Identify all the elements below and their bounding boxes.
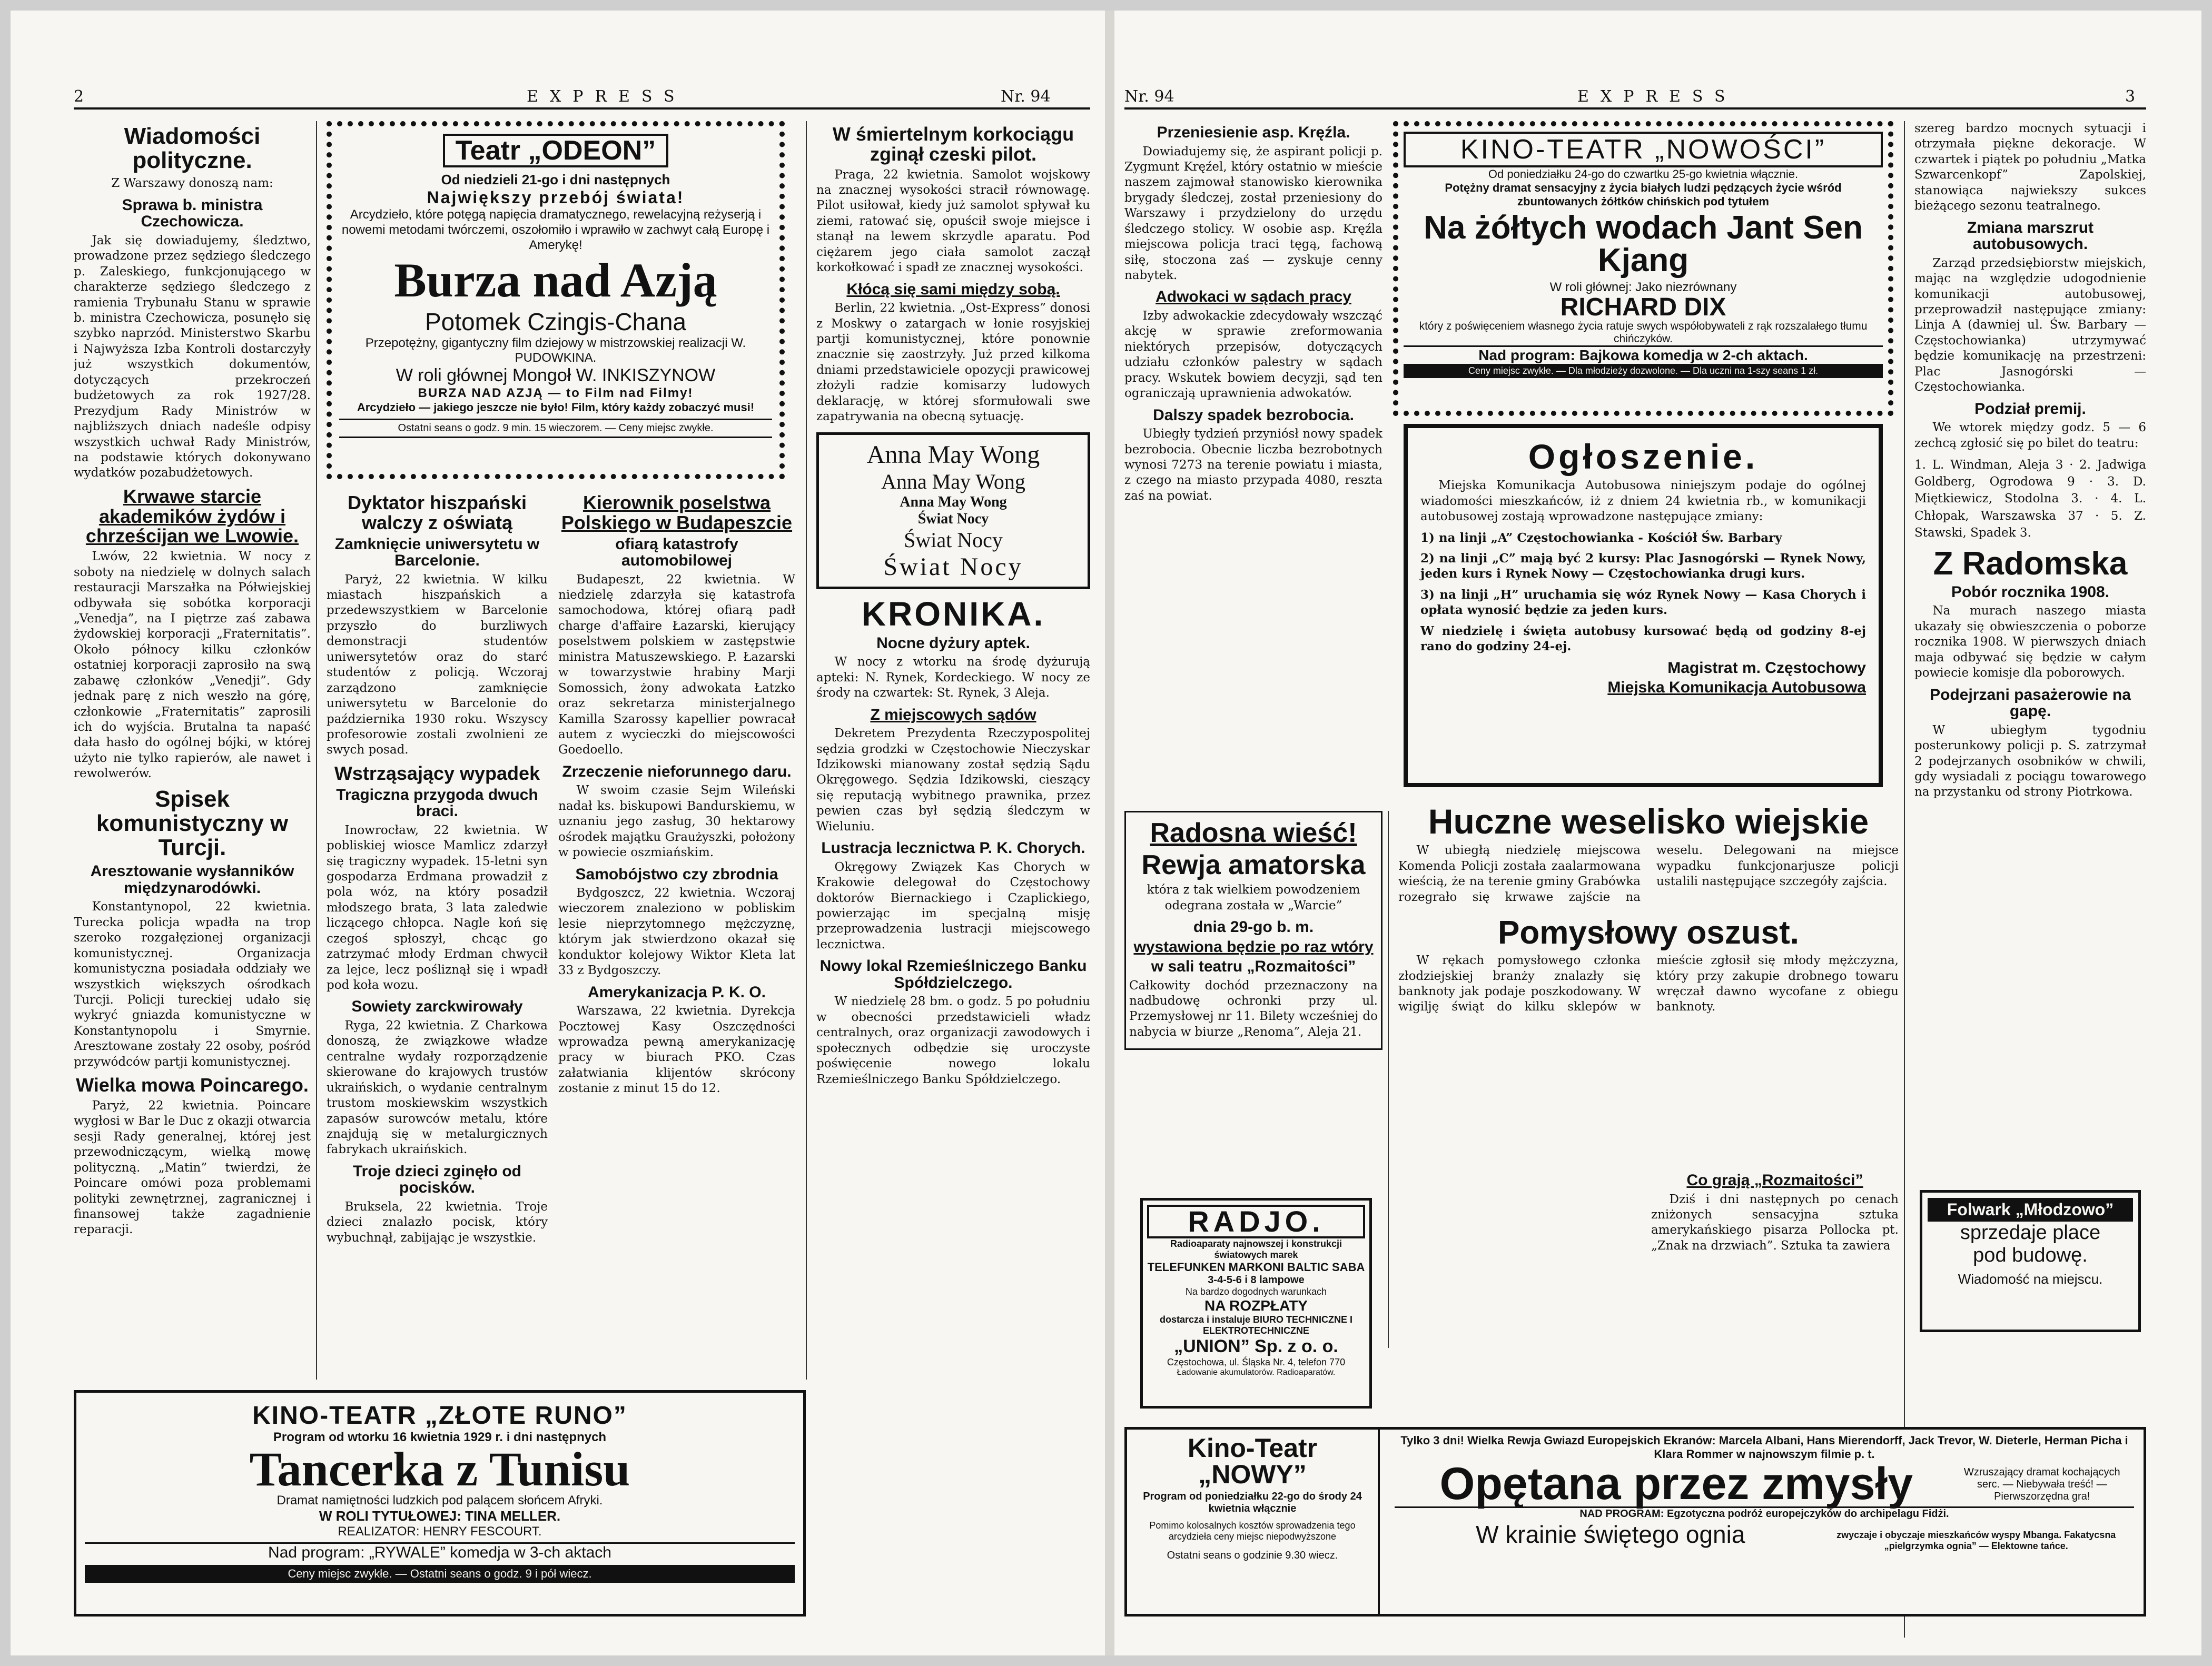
notice-item: 3) na linji „H” uruchamia się wóz Rynek Nowy — Kasa Chorych i opłata wynosić będzie za jeden kurs. <box>1420 587 1866 618</box>
ad-film: Świat Nocy <box>883 552 1023 581</box>
ad-headline: Radosna wieść! <box>1150 818 1357 848</box>
ad-description: który z poświęceniem własnego życia ratuje swych współobywateli z rąk rozszalałego tłumu chińczyków. <box>1419 320 1868 345</box>
film-subtitle: Potomek Czingis-Chana <box>424 308 686 336</box>
article-body: Budapeszt, 22 kwietnia. W niedzielę zdarzyła się katastrofa samochodowa, której ofiarą padł charge d'affaire Łazarski, kierujący poselstwem polskiem w zastępstwie ministra Matuszewskiego. P. Łazarski w towarzystwie hrabiny Marji Somossich, żony adwokata Łatzko oraz sekretarza ministerjalnego Kamilla Szarossy kapellier powracał autem z wycieczki do miejscowości Goedoello. <box>558 572 795 757</box>
film-title: Burza nad Azją <box>394 253 717 308</box>
page-3 <box>1124 11 2146 1655</box>
article-body: W niedzielę 28 bm. o godz. 5 po południu w obecności przedstawicieli władz centralnych, oraz organizacji zawodowych i społecznych odbędzie się uroczyste poświęcenie nowego lokalu Rzemieślniczego Banku Spółdzielczego. <box>816 995 1090 1086</box>
article-body: W rękach pomysłowego członka złodziejskiej branży znalazły się banknoty jak podaje poszkodowany. W wigilję świąt do kilku sklepów w mieście zgłosił się młody mężczyzna, który przy zakupie drobnego towaru wręczał dawno wycofane z obiegu banknoty. <box>1398 954 1899 1014</box>
column-1 <box>74 121 311 1385</box>
article-body: Dowiadujemy się, że aspirant policji p. Zygmunt Kręźel, który ostatnio w mieście naszem zajmował stanowisko kierownika brygady śledczej, został przeniesiony do Warszawy i przydzielony do urzędu śledczego stolicy. W osobie asp. Kręźla miejscowa policja traci tęgą, fachową siłę, stoczona zaś — zyskuje cenny nabytek. <box>1124 144 1382 282</box>
ad-line: Na bardzo dogodnych warunkach <box>1185 1286 1327 1297</box>
article-title: Nowy lokal Rzemieślniczego Banku Spółdzielczego. <box>819 957 1087 991</box>
ad-program: Nad program: Bajkowa komedja w 2-ch aktach. <box>1404 345 1883 364</box>
ad-star: Anna May Wong <box>900 493 1007 510</box>
article-subtitle: Aresztowanie wysłanników międzynarodówki. <box>90 862 294 897</box>
article-body: Izby adwokackie zdecydowały wszcząć akcję w sprawie zreformowania niektórych przepisów, dotyczących udziału członków palestry w sądach pracy. Wskutek bowiem decyzji, sąd ten ograniczają uprawnienia adwokatów. <box>1124 309 1382 401</box>
page-header <box>1124 84 2146 110</box>
article-title: Adwokaci w sądach pracy <box>1156 288 1351 306</box>
article-title: Kłócą się sami między sobą. <box>846 280 1060 298</box>
article-body: Ryga, 22 kwietnia. Z Charkowa donoszą, że związkowe władze centralne wydały rozporządzenie skierowane do krajowych trustów ukraińskich, o wydanie centralnym trustom moskiewskim wszystkich zapasów surowców metalu, które znajdują się w metalurgicznych fabrykach ukraińskich. <box>327 1018 548 1157</box>
ad-note: Pomimo kolosalnych kosztów sprowadzenia tego arcydzieła ceny miejsc niepodwyższone <box>1149 1520 1356 1542</box>
notice-signature: Magistrat m. Częstochowy <box>1667 659 1866 677</box>
ad-firm: „UNION” Sp. z o. o. <box>1174 1336 1338 1356</box>
article-title: Wstrząsający wypadek <box>334 762 540 784</box>
ad-program: Nad program: „RYWALE” komedja w 3-ch aktach <box>85 1542 795 1562</box>
article-title: Co grają „Rozmaitości” <box>1686 1172 1863 1189</box>
article-title: Amerykanizacja P. K. O. <box>588 983 766 1001</box>
masthead: EXPRESS <box>527 87 686 106</box>
ad-note: Wzruszający dramat kochających serc. — Niebywała treść! — Pierwszorzędna gra! <box>1963 1466 2120 1502</box>
article-title: Zrzeczenie nieforunnego daru. <box>562 762 792 780</box>
ad-description: Arcydzieło, które potęgą napięcia dramatycznego, rewelacyjną reżyserją i nowemi metodami twórczemi, oszołomiło i wprawiło w zachwyt całą Europę i Amerykę! <box>341 207 770 252</box>
ad-line: NA ROZPŁATY <box>1204 1297 1308 1314</box>
page-number: 2 <box>74 87 84 106</box>
ad-footer: Ceny miejsc zwykłe. — Ostatni seans o godz. 9 i pół wiecz. <box>85 1565 795 1583</box>
article-body: Warszawa, 22 kwietnia. Dyrekcja Pocztowej Kasy Oszczędności wprowadza pewną amerykanizację pracy w biurach PKO. Czas załatwiania klijentów skrócony zostanie z minut 15 do 12. <box>558 1004 795 1096</box>
ad-slogan: Arcydzieło — jakiego jeszcze nie było! Film, który każdy zobaczyć musi! <box>357 401 755 414</box>
article-subtitle: Zamknięcie uniwersytetu w Barcelonie. <box>334 535 540 570</box>
article-body: szereg bardzo mocnych sytuacji i otrzymała piękne dekoracje. W czwartek i piątek po południu „Matka Szwarcenkopf” Zapolskiej, stanowiąca najwiekszy sukces bieżącego sezonu teatralnego. <box>1914 122 2146 213</box>
ad-folwark <box>1920 1190 2141 1332</box>
notice-title: Ogłoszenie. <box>1528 437 1759 476</box>
ad-kino-nowosci <box>1393 121 1893 416</box>
ad-dates: Od niedzieli 21-go i dni następnych <box>441 172 670 187</box>
article-title: Zmiana marszrut autobusowych. <box>1967 219 2094 253</box>
article-body: Na murach naszego miasta ukazały się obwieszczenia o poborze rocznika 1908. W pierwszych dniach maja odbywać się będzie w całym powiecie komisje dla poborowych. <box>1914 604 2146 680</box>
ad-place: w sali teatru „Rozmaitości” <box>1151 958 1356 976</box>
article-title: Samobójstwo czy zbrodnia <box>575 865 778 883</box>
notice-item: 1) na linji „A” Częstochowianka - Kościół Św. Barbary <box>1420 530 1782 545</box>
article-body: Okręgowy Związek Kas Chorych w Krakowie delegował do Częstochowy doktorów Biernackiego i Czaplickiego, powierzając im specjalną misję przeprowadzenia lustracji miejscowego lecznictwa. <box>816 860 1090 951</box>
article-title: Spisek komunistyczny w Turcji. <box>96 786 289 861</box>
article-title: W śmiertelnym korkociągu zginął czeski pilot. <box>832 123 1074 165</box>
ad-director: REALIZATOR: HENRY FESCOURT. <box>338 1524 542 1539</box>
column-2 <box>327 490 548 1385</box>
article-subtitle: Tragiczna przygoda dwuch braci. <box>336 786 538 820</box>
ad-description: która z tak wielkiem powodzeniem odegrana została w „Warcie” <box>1147 883 1360 913</box>
section-title: Z Radomska <box>1933 545 2128 582</box>
article-body: Dekretem Prezydenta Rzeczypospolitej sędzia grodzki w Częstochowie Nieczyskar Idzikowski mianowany został sędzią Sądu Okręgowego. Sędzia Idzikowski, cieszący się reputacją wybitnego prawnika, przez pewien czas był sędzią śledczym w Wieluniu. <box>816 727 1090 834</box>
article-subtitle: ofiarą katastrofy automobilowej <box>615 535 738 570</box>
article-title: Podział premij. <box>1974 400 2086 418</box>
film-title: Tancerka z Tunisu <box>249 1442 630 1496</box>
article-body: Praga, 22 kwietnia. Samolot wojskowy na znacznej wysokości stracił równowagę. Pilot usiłował, kiedy już samolot spływał ku ziemi, ratować się, opuścił swoje miejsce i stanął na lewem skrzydle aparatu. Pod ciężarem jego ciała samolot zaczął korkołkować i spadł ze znacznej wysokości. <box>816 167 1090 275</box>
article-title: Pomysłowy oszust. <box>1498 915 1799 951</box>
ad-tagline: Największy przebój świata! <box>427 188 685 207</box>
article-cograja <box>1651 1169 1899 1343</box>
notice-item: 2) na linji „C” mają być 2 kursy: Plac Jasnogórski — Rynek Nowy, jeden kurs i Rynek Nowy — Częstochowianka drugi kurs. <box>1420 551 1866 581</box>
column-d <box>1914 121 2146 1185</box>
ad-line: Radioaparaty najnowszej i konstrukcji światowych marek <box>1170 1238 1342 1260</box>
article-subtitle: Nocne dyżury aptek. <box>876 634 1030 652</box>
article-body: Dziś i dni następnych po cenach zniżonych sensacyjna sztuka amerykańskiego pisarza Pollocka pt. „Znak na drzwiach”. Sztuka ta zawiera <box>1651 1192 1899 1253</box>
article-huczne <box>1398 800 1899 1127</box>
article-body: We wtorek między godz. 5 — 6 zechcą zgłosić się po bilet do teatru: <box>1914 421 2146 450</box>
ad-line: sprzedaje place <box>1960 1222 2101 1244</box>
article-source: Z Warszawy donoszą nam: <box>111 176 273 191</box>
ad-note: Całkowity dochód przeznaczony na nadbudowę ochronki przy ul. Przemysłowej nr 11. Bilety wcześniej do nabycia w biurze „Renoma”, Aleja 21. <box>1129 978 1378 1039</box>
ad-anna-may-wong <box>816 432 1090 589</box>
cinema-name: Teatr „ODEON” <box>443 134 668 167</box>
ad-dates: Od poniedziałku 24-go do czwartku 25-go kwietnia włącznie. <box>1488 167 1799 181</box>
ad-rewja <box>1124 811 1382 1050</box>
article-body: W nocy z wtorku na środę dyżurują apteki: N. Rynek, Kordeckiego. W nocy ze środy na czwartek: St. Rynek, 3 Aleja. <box>816 655 1090 700</box>
ad-radjo <box>1140 1198 1372 1409</box>
ad-cast: W roli głównej: Jako niezrównany <box>1549 280 1737 294</box>
article-body: Zarząd przedsiębiorstw miejskich, mając na względzie udogodnienie komunikacji autobusowej, przeprowadził następujące zmiany: Linja A (dawniej ul. Św. Barbary — Częstochowianka) utrzymywać będzie komunikację na przestrzeni: Plac Jasnogórski — Częstochowianka. <box>1914 256 2146 394</box>
page-gutter <box>1105 11 1114 1655</box>
page-2 <box>74 11 1090 1655</box>
article-title: Troje dzieci zginęło od pocisków. <box>352 1162 522 1197</box>
article-title: Przeniesienie asp. Kręźla. <box>1157 124 1350 141</box>
cinema-name: Kino-Teatr „NOWY” <box>1187 1433 1318 1489</box>
article-title: Sowiety zarckwirowały <box>351 998 523 1016</box>
ad-film: Świat Nocy <box>904 528 1003 552</box>
ad-line: pod budowę. <box>1973 1244 2088 1266</box>
ad-description: Potężny dramat sensacyjny z życia białych ludzi pędzących życie wśród zbuntowanych żółtków chińskich pod tytułem <box>1445 181 1842 208</box>
page-header <box>74 84 1090 110</box>
ad-star: Anna May Wong <box>881 469 1025 493</box>
ad-second-film: W krainie świętego ognia <box>1476 1521 1745 1548</box>
issue-number: Nr. 94 <box>1001 87 1051 106</box>
ad-dates: Program od wtorku 16 kwietnia 1929 r. i dni następnych <box>273 1430 607 1444</box>
article-body: W swoim czasie Sejm Wileński nadał ks. biskupowi Bandurskiemu, w uznaniu jego zasług, 30 hektarowy ośrodek majątku Graużyszki, położony w powiecie oszmiańskim. <box>558 784 795 860</box>
column-3 <box>558 490 795 1385</box>
ad-date: dnia 29-go b. m. <box>1193 918 1314 936</box>
article-title: Lustracja lecznictwa P. K. Chorych. <box>821 839 1085 857</box>
cinema-name: KINO-TEATR „NOWOŚCI” <box>1404 132 1883 167</box>
column-4 <box>816 121 1090 1617</box>
film-title: Opętana przez zmysły <box>1439 1459 1913 1509</box>
article-title: Dalszy spadek bezrobocia. <box>1153 406 1354 424</box>
article-body: Lwów, 22 kwietnia. W nocy z soboty na niedzielę w dolnych salach restauracji Marszałka na Półwiejskiej odbywała się sobótka korporacji „Venedja”, na I piętrze zaś zabawa żydowskiej korporacji „Fraternitatis”. Około północy kilku członków ostatniej korporacji zaprosiło na swą zabawę członków „Venedji”. Gdy jednak parę z nich weszło na górę, członkowie „Fraternitatis” zaprosili ich do wyjścia. Brutalna ta napaść dała hasło do ogólnej bójki, w której użyto nie tylko rapierów, ale nawet i rewolwerów. <box>74 550 311 781</box>
page-number: 3 <box>2125 87 2136 106</box>
article-title: Kierownik poselstwa Polskiego w Budapeszcie <box>561 492 793 533</box>
ad-footer: Ostatni seans o godz. 9 min. 15 wieczorem. — Ceny miejsc zwykłe. <box>339 419 772 438</box>
ad-line: dostarcza i instaluje BIURO TECHNICZNE I ELEKTROTECHNICZNE <box>1159 1314 1353 1336</box>
ad-title: RADJO. <box>1147 1205 1365 1238</box>
ad-cast: W ROLI TYTUŁOWEJ: TINA MELLER. <box>319 1508 561 1524</box>
ad-line: wystawiona będzie po raz wtóry <box>1133 938 1374 956</box>
article-body: Konstantynopol, 22 kwietnia. Turecka policja wpadła na trop szeroko rozgałęzionej organizacji komunistycznej. Organizacja komunistyczna posiadała oddziały we wszystkich większych ośrodkach Turcji. Policji tureckiej udało się wykryć gniazda komunistyczne w Konstantynopolu i Smyrnie. Aresztowane zostały 22 osoby, pośród przywódców partji komunistycznej. <box>74 900 311 1069</box>
article-body: Bruksela, 22 kwietnia. Troje dzieci znalazło pocisk, który wybuchnął, zabijając je wszystkie. <box>327 1199 548 1245</box>
ad-brands: TELEFUNKEN MARKONI BALTIC SABA <box>1147 1261 1365 1274</box>
newspaper-spread <box>11 11 2201 1655</box>
article-subtitle: Pobór rocznika 1908. <box>1951 583 2110 601</box>
article-title: Wielka mowa Poincarego. <box>76 1074 309 1096</box>
ad-zlote-runo <box>74 1390 806 1617</box>
ad-title: Rewja amatorska <box>1141 849 1366 880</box>
article-body: Berlin, 22 kwietnia. „Ost-Express” donosi z Moskwy o zatargach w łonie rosyjskiej partji komunistycznej, które ponownie znacznie się zaostrzyły. Już przed kilkoma dniami przedstawiciele opozycji prawicowej złożyli radzie komisarzy ludowych deklarację, w której sformułowali swe zapatrywania na obecną sytuację. <box>816 301 1090 424</box>
ad-description: Przepotężny, gigantyczny film dziejowy w mistrzowskiej realizacji W. PUDOWKINA. <box>365 336 746 365</box>
ad-line: 3-4-5-6 i 8 lampowe <box>1208 1274 1305 1286</box>
article-body: Paryż, 22 kwietnia. W kilku miastach hiszpańskich a przedewszystkiem w Barcelonie przyszło do burzliwych demonstracji studentów uniwersytetów oraz do starć studentów z policją. Wczoraj zarządzono zamknięcie uniwersytetu w Barcelonie do października 1930 roku. Wszyscy profesorowie zostali zwolnieni ze swych posad. <box>327 572 548 757</box>
notice-signature: Miejska Komunikacja Autobusowa <box>1607 679 1866 697</box>
article-title: Huczne weselisko wiejskie <box>1428 802 1869 841</box>
ad-teatr-odeon <box>327 121 785 479</box>
ad-name: Folwark „Młodzowo” <box>1928 1198 2133 1222</box>
ad-film: Świat Nocy <box>917 510 989 527</box>
ad-star: RICHARD DIX <box>1560 293 1726 321</box>
article-body: W ubiegłą niedzielę miejscowa Komenda Policji została zaalarmowana wieścią, że na terenie gminy Grabówka rozegrało się krwawe zajście na weselu. Delegowani na miejsce wypadku funkcjonarjusze policji ustalili następujące szczegóły zajścia. <box>1398 844 1899 904</box>
ad-dates: Program od poniedziałku 22-go do środy 24 kwietnia włącznie <box>1143 1491 1362 1514</box>
notice-ogloszenie <box>1404 424 1883 787</box>
ad-line: Ładowanie akumulatorów. Radioaparatów. <box>1177 1368 1336 1377</box>
issue-number: Nr. 94 <box>1124 87 1174 106</box>
notice-body: Miejska Komunikacja Autobusowa niniejszym podaje do ogólnej wiadomości mieszkańców, iż z dniem 24 kwietnia rb., w komunikacji autobusowej zostają wprowadzone następujące zmiany: <box>1420 479 1866 524</box>
ad-note: zwyczaje i obyczaje mieszkańców wyspy Mbanga. Fakatycsna „pielgrzymka ognia” — Elektowne tańce. <box>1836 1529 2116 1551</box>
ad-footer: Ostatni seans o godzinie 9.30 wiecz. <box>1167 1550 1338 1561</box>
article-body: W ubiegłym tygodniu posterunkowy policji p. S. zatrzymał 2 podejrzanych osobników w chwili, gdy wysiadali z pociągu towarowego na przystanku od strony Piotrkowa. <box>1914 723 2146 799</box>
section-title: KRONIKA. <box>861 594 1045 633</box>
prize-list: 1. L. Windman, Aleja 3 · 2. Jadwiga Goldberg, Ogrodowa 9 · 3. D. Miętkiewicz, Stodolna 3. · 4. L. Chłopak, Warszawska 37 · 5. Z. Stawski, Spadek 3. <box>1914 458 2146 540</box>
ad-cast: W roli głównej Mongoł W. INKISZYNOW <box>396 365 716 386</box>
ad-description: Dramat namiętności ludzkich pod palącem słońcem Afryki. <box>276 1493 603 1508</box>
article-body: Paryż, 22 kwietnia. Poincare wygłosi w Bar le Duc z okazji otwarcia sesji Rady generalnej, której jest przewodniczącym, wielką mowę polityczną. „Matin” twierdzi, że Poincare omówi poza problemami polityki zewnętrznej, zagranicznej i finansowej także zagadnienie reparacji. <box>74 1098 311 1237</box>
article-title: Krwawe starcie akademików żydów i chrześcijan we Lwowie. <box>85 485 299 547</box>
ad-top: Tylko 3 dni! Wielka Rewja Gwiazd Europejskich Ekranów: Marcela Albani, Hans Mierendorff, Jack Trevor, W. Dieterle, Herman Picha i Klara Rommer w najnowszym filmie p. t. <box>1400 1434 2128 1461</box>
article-title: Podejrzani pasażerowie na gapę. <box>1930 686 2131 720</box>
ad-program: NAD PROGRAM: Egzotyczna podróż europejczyków do archipelagu Fidżi. <box>1395 1506 2134 1520</box>
article-body: Bydgoszcz, 22 kwietnia. Wczoraj wieczorem znaleziono w pobliskim lesie nieprzytomnego mężczyznę, którym jak stwierdzono okazał się konduktor kolejowy Wiktor Kleta lat 33 z Bydgoszczy. <box>558 886 795 978</box>
ad-footer: Ceny miejsc zwykłe. — Dla młodzieży dozwolone. — Dla uczni na 1-szy seans 1 zł. <box>1404 364 1883 378</box>
notice-item: W niedzielę i święta autobusy kursować będą od godziny 8-ej rano do godziny 24-ej. <box>1420 623 1866 654</box>
ad-kino-nowy <box>1124 1427 2146 1617</box>
article-body: Inowrocław, 22 kwietnia. W pobliskiej wiosce Mamlicz zdarzył się tragiczny wypadek. 15-letni syn gospodarza Erdmana prowadził z pola wóz, na który posadził młodszego brata, 3 lata zaledwie liczącego chłopca. Nagle koń się czegoś spłoszył, chcąc go zatrzymać młody Erdman chwycił za lejce, lecz pośliznął się i wpadł pod koła wozu. <box>327 823 548 993</box>
article-title: Z miejscowych sądów <box>870 706 1036 723</box>
film-title: Na żółtych wodach Jant Sen Kjang <box>1424 210 1863 279</box>
cinema-name: KINO-TEATR „ZŁOTE RUNO” <box>252 1402 627 1430</box>
article-body: Ubiegły tydzień przyniósł nowy spadek bezrobocia. Obecnie liczba bezrobotnych wynosi 7273 na terenie powiatu i miasta, z czego na miasto przypada 4080, reszta zaś na powiat. <box>1124 427 1382 503</box>
article-subtitle: Sprawa b. ministra Czechowicza. <box>122 196 263 231</box>
ad-slogan: BURZA NAD AZJĄ — to Film nad Filmy! <box>418 386 694 401</box>
ad-line: Wiadomość na miejscu. <box>1958 1271 2103 1287</box>
ad-address: Częstochowa, ul. Śląska Nr. 4, telefon 770 <box>1167 1357 1346 1367</box>
article-title: Wiadomości polityczne. <box>124 123 261 174</box>
article-title: Dyktator hiszpański walczy z oświatą <box>347 492 527 533</box>
article-body: Jak się dowiadujemy, śledztwo, prowadzone przez sędziego śledczego p. Zaleskiego, funkcjonującego w charakterze sędziego śledczego z ramienia Trybunału Stanu w sprawie b. ministra Czechowicza, posunęło się szybko naprzód. Ministerstwo Skarbu i Najwyższa Izba Kontroli dostarczyły już wszystkich dokumentów, dotyczących przekroczeń budżetowych za rok 1927/28. Prezydjum Rady Ministrów w najbliższych dniach nadeśle odpisy wszystkich uchwał Rady Ministrów, na podstawie których dokonywano wydatków pozabudżetowych. <box>74 233 311 480</box>
masthead: EXPRESS <box>1577 87 1737 106</box>
column-a <box>1124 121 1382 900</box>
ad-star: Anna May Wong <box>866 440 1040 469</box>
